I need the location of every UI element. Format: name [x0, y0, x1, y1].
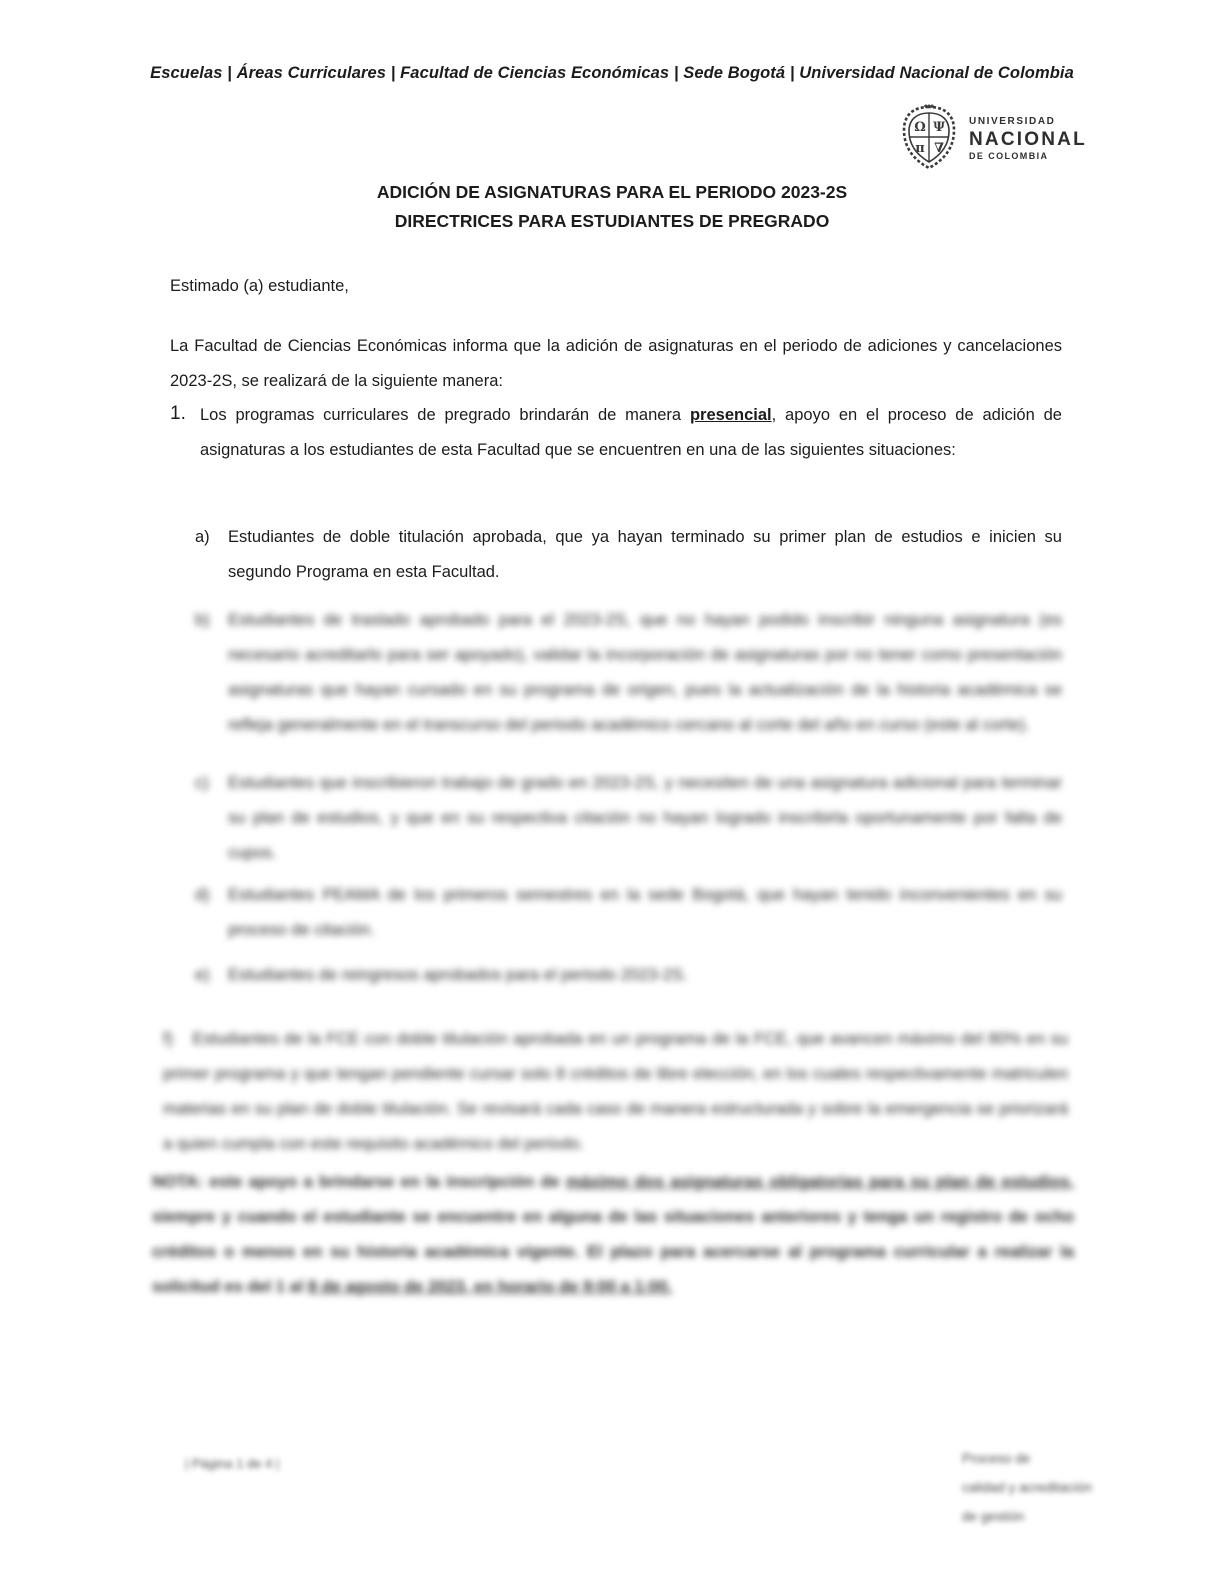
university-logo — [898, 104, 1087, 174]
situation-a-label: a) — [195, 528, 210, 546]
situation-b-label: b) — [195, 611, 210, 629]
item-1-emphasis-presencial: presencial — [689, 406, 772, 424]
item-1-number: 1. — [170, 403, 186, 424]
nota-underlined-2: 8 de agosto de 2023, en horario de 9:00 a 1:00. — [307, 1277, 672, 1296]
situation-item-a — [195, 520, 1062, 590]
nota-underlined-1: máximo dos asignaturas obligatorias para su plan de estudios, — [566, 1172, 1074, 1191]
svg-text:∇: ∇ — [934, 141, 944, 156]
item-1-text-before: Los programas curriculares de pregrado brindarán de manera — [200, 406, 690, 424]
nota-part-1: NOTA: este apoyo a brindarse en la inscripción de — [152, 1172, 567, 1191]
situation-item-c-redacted — [195, 766, 1062, 871]
page-title-line-1: ADICIÓN DE ASIGNATURAS PARA EL PERIODO 2023-2S — [376, 182, 848, 202]
situation-d-text: Estudiantes PEAMA de los primeros semestres en la sede Bogotá, que hayan tenido inconvenientes en su proceso de citación. — [228, 886, 1062, 939]
situation-c-text: Estudiantes que inscribieron trabajo de grado en 2023-2S, y necesiten de una asignatura adicional para terminar su plan de estudios, y que en su respectiva citación no hayan logrado inscribirla oportunamente por falta de cupos. — [228, 774, 1062, 862]
svg-text:π: π — [915, 141, 925, 156]
footer-stamp-line-2: calidad y acreditación — [962, 1480, 1092, 1495]
intro-paragraph: La Facultad de Ciencias Económicas informa que la adición de asignaturas en el periodo de adiciones y cancelaciones 2023-2S, se realizará de la siguiente manera: — [170, 336, 1062, 390]
situation-b-text: Estudiantes de traslado aprobado para el 2023-2S, que no hayan podido inscribir ninguna asignatura (es necesario acreditarlo para ser apoyado), validar la incorporación de asignaturas por no tener como presentación asignaturas que hayan cursado en su programa de origen, pues la actualización de la historia académica se refleja generalmente en el transcurso del periodo académico cercano al corte del año en curso (este al corte). — [228, 611, 1062, 734]
svg-text:Ω: Ω — [914, 120, 926, 135]
page-number-indicator-redacted: | Página 1 de 4 | — [185, 1456, 280, 1471]
logo-word-nacional: NACIONAL — [969, 129, 1087, 150]
situation-c-label: c) — [195, 774, 209, 792]
item-1-text — [170, 398, 1062, 468]
situation-item-b-redacted — [195, 603, 1062, 743]
logo-word-de-colombia: DE COLOMBIA — [969, 151, 1049, 161]
situation-a-text: Estudiantes de doble titulación aprobada, que ya hayan terminado su primer plan de estudios e inicien su segundo Programa en esta Facultad. — [228, 528, 1062, 581]
unal-crest-icon — [898, 104, 960, 174]
situation-f-text: Estudiantes de la FCE con doble titulación aprobada en un programa de la FCE, que avancen máximo del 80% en su primer programa y que tengan pendiente cursar solo 8 créditos de libre elección, en los cuales respectivamente matriculen materias en su plan de doble titulación. Se revisará cada caso de manera estructurada y sobre la emergencia se priorizará a quien cumpla con este requisito académico del periodo. — [163, 1030, 1068, 1153]
numbered-item-1 — [170, 398, 1062, 468]
situation-e-label: e) — [195, 966, 210, 984]
page-title-line-2: DIRECTRICES PARA ESTUDIANTES DE PREGRADO — [394, 211, 830, 231]
situation-item-f-redacted — [163, 1022, 1068, 1162]
breadcrumb: Escuelas | Áreas Curriculares | Facultad de Ciencias Económicas | Sede Bogotá | Universidad Nacional de Colombia — [150, 64, 1074, 82]
footer-stamp-block-redacted — [962, 1444, 1092, 1531]
svg-text:Ψ: Ψ — [933, 120, 945, 135]
item-1-text-after: , apoyo en el proceso de adición de asignaturas a los estudiantes de esta Facultad que se encuentren en una de las siguientes situaciones: — [200, 406, 1062, 459]
situation-f-label: f) — [163, 1030, 174, 1048]
situation-e-text: Estudiantes de reingresos aprobados para el periodo 2023-2S. — [228, 966, 688, 984]
nota-paragraph-redacted — [152, 1165, 1074, 1305]
situation-item-e-redacted — [195, 958, 1062, 993]
nota-part-2: siempre y cuando el estudiante se encuentre en alguna de las situaciones anteriores y tenga un registro de ocho créditos o menos en su historia académica vigente. El plazo para acercarse al programa curricular a realizar la solicitud es del 1 al — [152, 1207, 1074, 1296]
salutation-text: Estimado (a) estudiante, — [170, 276, 349, 295]
university-logo-text — [969, 117, 1087, 161]
situation-d-label: d) — [195, 886, 210, 904]
footer-stamp-line-3: de gestión — [962, 1509, 1025, 1524]
footer-stamp-line-1: Proceso de — [962, 1451, 1031, 1466]
logo-word-universidad: UNIVERSIDAD — [969, 116, 1056, 127]
page-title — [0, 178, 1224, 236]
situation-item-d-redacted — [195, 878, 1062, 948]
